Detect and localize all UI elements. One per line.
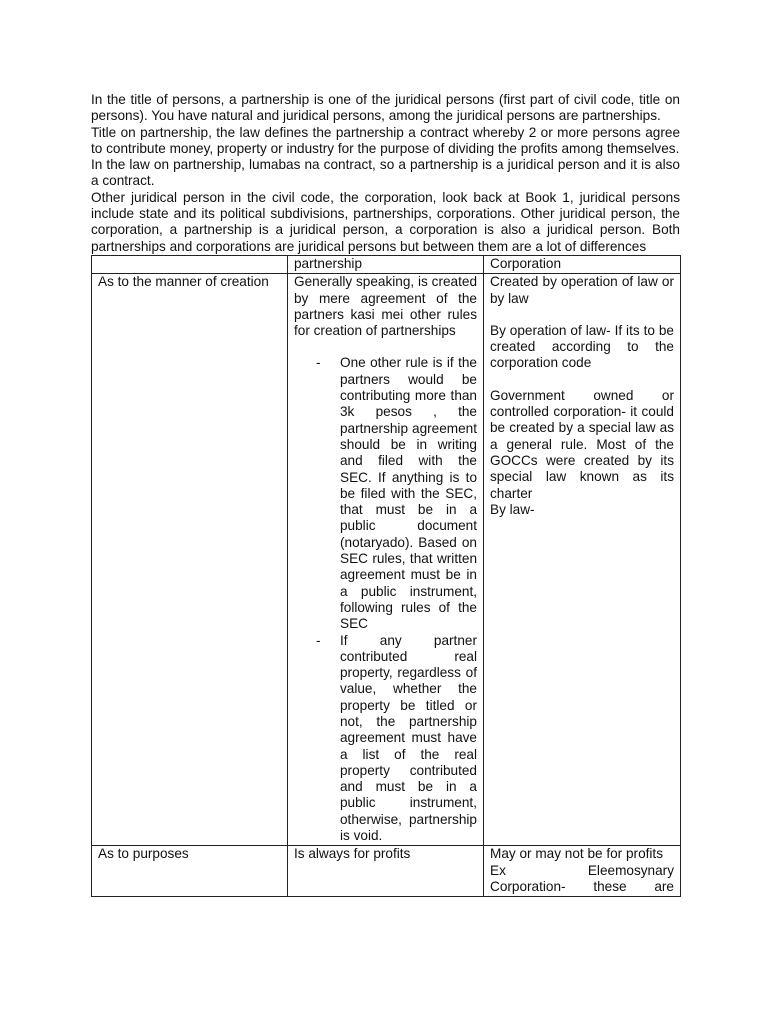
corporation-creation-text: By law- bbox=[490, 501, 535, 517]
list-item bbox=[294, 355, 477, 632]
intro-text bbox=[91, 92, 680, 255]
row-label-manner-of-creation: As to the manner of creation bbox=[92, 274, 288, 846]
spacer bbox=[490, 372, 674, 388]
corporation-purpose-line bbox=[490, 879, 674, 895]
header-cell-partnership: partnership bbox=[288, 255, 484, 273]
text-fragment: these bbox=[593, 878, 627, 894]
spacer bbox=[490, 307, 674, 323]
partnership-rules-list bbox=[294, 355, 477, 844]
list-item-text: If any partner contributed real property, regardless of value, whether the property be titled or not, the partnership agreement must have a list of the real property contributed and must be in a public instrument, otherwise, partnership is void. bbox=[340, 632, 477, 844]
dash-bullet: - bbox=[316, 632, 321, 648]
corporation-purpose-line bbox=[490, 863, 674, 879]
table-row bbox=[92, 274, 681, 846]
text-fragment: Ex bbox=[490, 862, 506, 878]
intro-paragraph: Other juridical person in the civil code, the corporation, look back at Book 1, juridical persons include state and its political subdivisions, partnerships, corporations. Other juridical person, the corporation, a partnership is a juridical person, a corporation is also a juridical person. Both partnerships and corporations are juridical persons but between them are a lot of differences bbox=[91, 189, 680, 254]
header-cell-corporation: Corporation bbox=[484, 255, 681, 273]
header-cell-empty bbox=[92, 255, 288, 273]
text-fragment: are bbox=[654, 878, 674, 894]
dash-bullet: - bbox=[316, 355, 321, 371]
corporation-creation-cell bbox=[484, 274, 681, 846]
partnership-creation-cell bbox=[288, 274, 484, 846]
table-row bbox=[92, 846, 681, 897]
table-header-row bbox=[92, 255, 681, 273]
corporation-purpose-cell bbox=[484, 846, 681, 897]
row-label-purposes: As to purposes bbox=[92, 846, 288, 897]
list-item-text: One other rule is if the partners would be contributing more than 3k pesos , the partnership agreement should be in writing and filed with the SEC. If anything is to be filed with the SEC, that must be in a public document (notaryado). Based on SEC rules, that written agreement must be in a public instrument, following rules of the SEC bbox=[340, 355, 477, 632]
text-fragment: Eleemosynary bbox=[587, 862, 674, 878]
intro-paragraph: In the law on partnership, lumabas na contract, so a partnership is a juridical person and it is also a contract. bbox=[91, 157, 680, 189]
corporation-creation-text: Government owned or controlled corporation- it could be created by a special law as a general rule. Most of the GOCCs were created by its special law known as its charter bbox=[490, 387, 674, 501]
list-item bbox=[294, 633, 477, 845]
text-fragment: Corporation- bbox=[490, 878, 566, 894]
intro-paragraph: In the title of persons, a partnership is one of the juridical persons (first part of civil code, title on persons). You have natural and juridical persons, among the juridical persons are partnerships. bbox=[91, 92, 680, 124]
corporation-purpose-text: May or may not be for profits bbox=[490, 846, 664, 862]
partnership-creation-text: Generally speaking, is created by mere agreement of the partners kasi mei other rules for creation of partnerships bbox=[294, 274, 477, 339]
intro-paragraph: Title on partnership, the law defines the partnership a contract whereby 2 or more persons agree to contribute money, property or industry for the purpose of dividing the profits among themselves. bbox=[91, 124, 680, 156]
comparison-table bbox=[91, 255, 681, 897]
partnership-purpose-cell: Is always for profits bbox=[288, 846, 484, 897]
corporation-creation-text: By operation of law- If its to be created according to the corporation code bbox=[490, 322, 674, 371]
corporation-creation-text: Created by operation of law or by law bbox=[490, 274, 674, 306]
